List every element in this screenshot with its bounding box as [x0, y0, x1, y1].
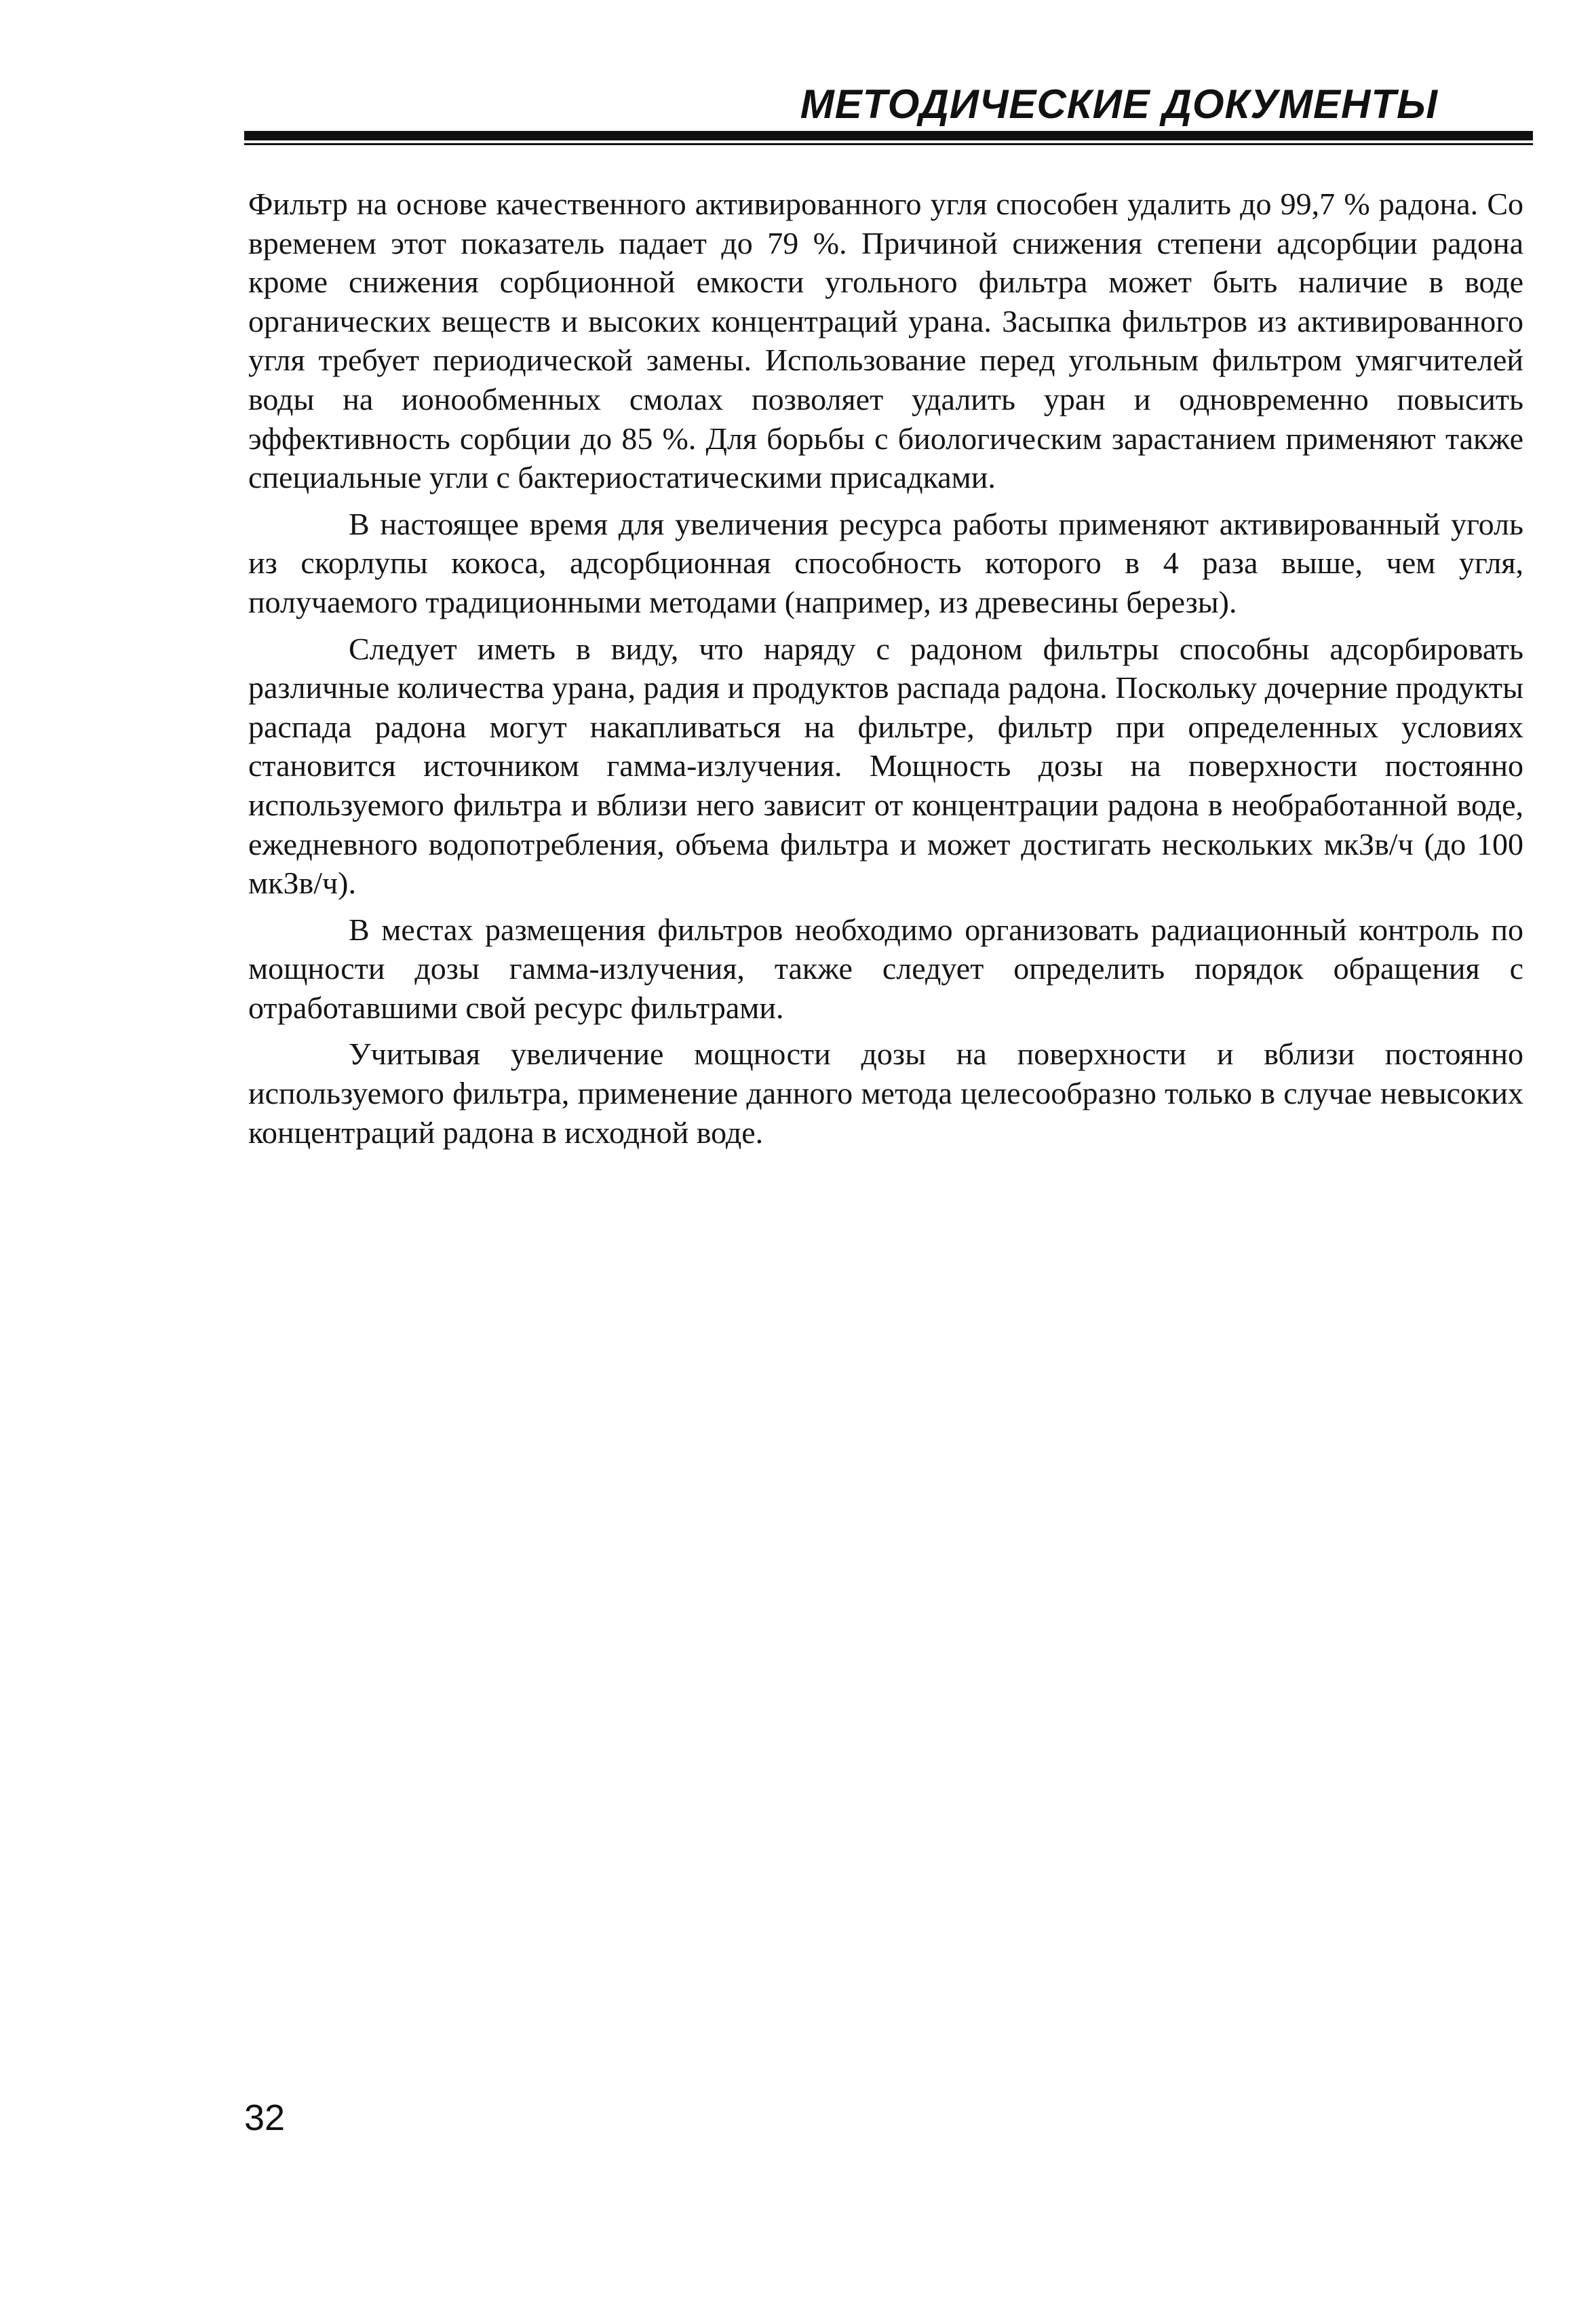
header-rule-thin	[244, 143, 1533, 145]
paragraph-2: В настоящее время для увеличения ресурса работы применяют активированный уголь из скорлупы кокоса, адсорбционная способность которого в 4 раза выше, чем угля, получаемого традиционными методами (например, из древесины березы).	[248, 506, 1523, 619]
running-header-title: МЕТОДИЧЕСКИЕ ДОКУМЕНТЫ	[800, 81, 1438, 127]
body-text	[248, 185, 1523, 1159]
paragraph-5: Учитывая увеличение мощности дозы на поверхности и вблизи постоянно используемого фильтра, применение данного метода целесообразно только в случае невысоких концентраций радона в исходной воде.	[248, 1037, 1523, 1150]
paragraph-1: Фильтр на основе качественного активированного угля способен удалить до 99,7 % радона. Со временем этот показатель падает до 79 %. Причиной снижения степени адсорбции радона кроме снижения сорбционной емкости угольного фильтра может быть наличие в воде органических веществ и высоких концентраций урана. Засыпка фильтров из активированного угля требует периодической замены. Использование перед угольным фильтром умягчителей воды на ионообменных смолах позволяет удалить уран и одновременно повысить эффективность сорбции до 85 %. Для борьбы с биологическим зарастанием применяют также специальные угли с бактериостатическими присадками.	[248, 187, 1523, 495]
page-number: 32	[244, 2097, 286, 2138]
paragraph-3: Следует иметь в виду, что наряду с радоном фильтры способны адсорбировать различные количества урана, радия и продуктов распада радона. Поскольку дочерние продукты распада радона могут накапливаться на фильтре, фильтр при определенных условиях становится источником гамма-излучения. Мощность дозы на поверхности постоянно используемого фильтра и вблизи него зависит от концентрации радона в необработанной воде, ежедневного водопотребления, объема фильтра и может достигать нескольких мкЗв/ч (до 100 мкЗв/ч).	[248, 631, 1523, 901]
paragraph-4: В местах размещения фильтров необходимо организовать радиационный контроль по мощности дозы гамма-излучения, также следует определить порядок обращения с отработавшими свой ресурс фильтрами.	[248, 912, 1523, 1025]
header-rule-thick	[244, 131, 1533, 140]
